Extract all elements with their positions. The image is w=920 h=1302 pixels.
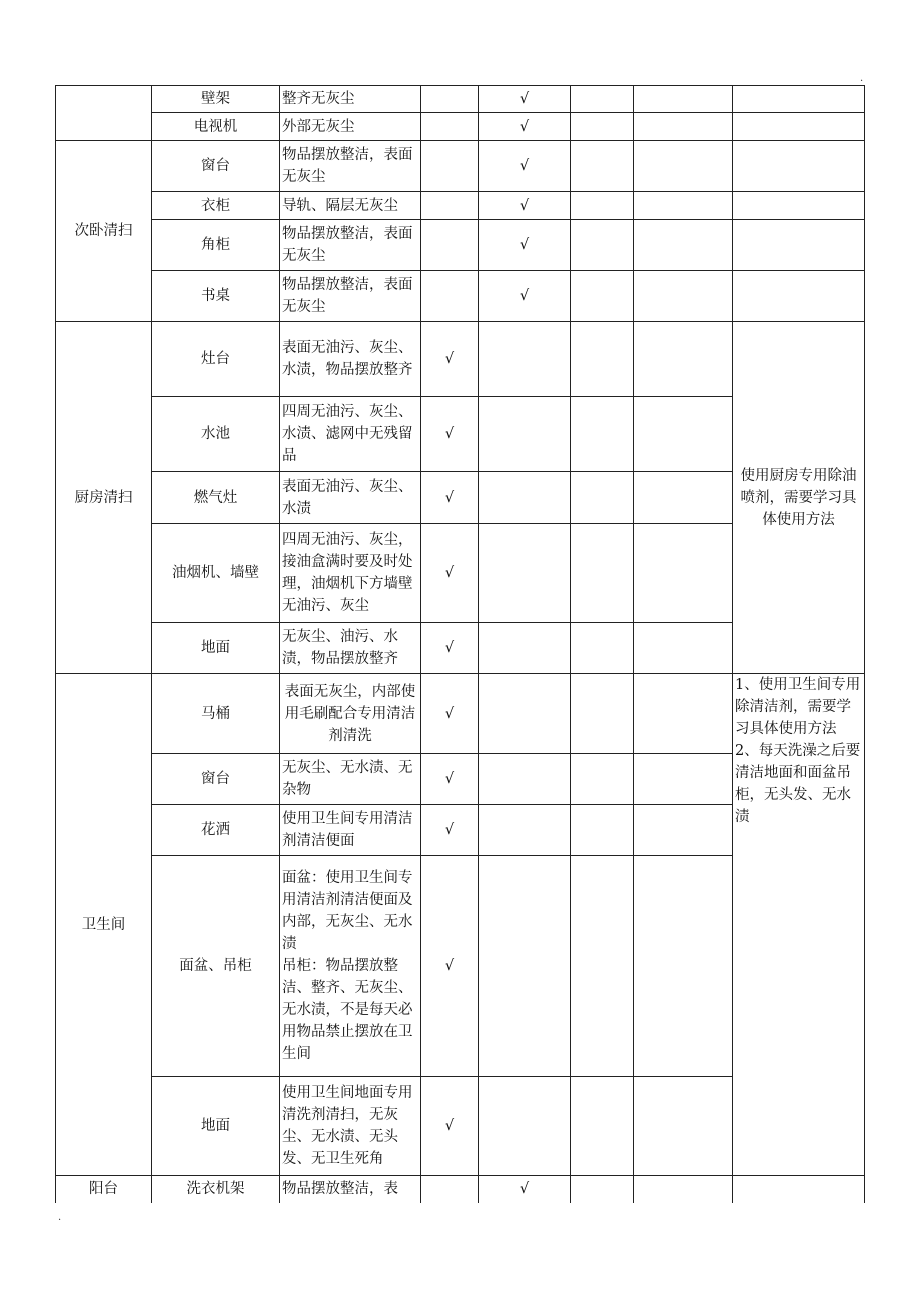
empty-cell [634,1176,733,1203]
empty-cell [571,1176,634,1203]
page-mark-bottom: . [58,1212,62,1223]
empty-cell [421,86,479,113]
table-row [56,1176,865,1203]
check-mark: √ [479,113,571,141]
note-cell [733,271,865,322]
empty-cell [634,322,733,397]
page-mark-top: . [860,73,864,84]
empty-cell [634,1077,733,1176]
empty-cell [571,524,634,623]
table-row [56,322,865,397]
item-cell: 马桶 [152,674,280,754]
empty-cell [479,674,571,754]
check-mark: √ [479,86,571,113]
standard-cell: 物品摆放整洁，表面无灰尘 [280,220,421,271]
area-cell-bathroom: 卫生间 [56,674,152,1176]
empty-cell [479,754,571,805]
item-cell: 衣柜 [152,192,280,220]
bathroom-note: 1、使用卫生间专用除清洁剂，需要学习具体使用方法 2、每天洗澡之后要清洁地面和面盆吊柜，无头发、无水渍 [733,674,865,1176]
standard-cell: 无灰尘、油污、水渍，物品摆放整齐 [280,623,421,674]
check-mark: √ [421,623,479,674]
note-cell [733,1176,865,1203]
standard-cell: 物品摆放整洁，表 [280,1176,421,1203]
empty-cell [571,1077,634,1176]
table-row [56,113,865,141]
empty-cell [634,674,733,754]
empty-cell [571,271,634,322]
empty-cell [479,524,571,623]
cleaning-schedule-table [55,85,865,1203]
empty-cell [421,220,479,271]
check-mark: √ [421,674,479,754]
standard-cell: 外部无灰尘 [280,113,421,141]
standard-cell: 表面无灰尘，内部使用毛刷配合专用清洁剂清洗 [280,674,421,754]
empty-cell [571,141,634,192]
standard-cell: 四周无油污、灰尘，接油盒满时要及时处理，油烟机下方墙壁无油污、灰尘 [280,524,421,623]
standard-cell: 使用卫生间专用清洁剂清洁便面 [280,805,421,856]
standard-cell: 导轨、隔层无灰尘 [280,192,421,220]
check-mark: √ [421,805,479,856]
check-mark: √ [421,1077,479,1176]
standard-cell: 表面无油污、灰尘、水渍 [280,472,421,524]
empty-cell [634,524,733,623]
standard-cell: 物品摆放整洁，表面无灰尘 [280,141,421,192]
check-mark: √ [479,192,571,220]
empty-cell [479,856,571,1077]
item-cell: 洗衣机架 [152,1176,280,1203]
standard-cell: 四周无油污、灰尘、水渍、滤网中无残留品 [280,397,421,472]
empty-cell [634,754,733,805]
empty-cell [421,271,479,322]
check-mark: √ [479,271,571,322]
empty-cell [421,1176,479,1203]
table-row [56,192,865,220]
standard-cell: 物品摆放整洁，表面无灰尘 [280,271,421,322]
empty-cell [479,623,571,674]
check-mark: √ [421,524,479,623]
standard-cell: 面盆：使用卫生间专用清洁剂清洁便面及内部，无灰尘、无水渍 吊柜：物品摆放整洁、整齐、无灰尘、无水渍，不是每天必用物品禁止摆放在卫生间 [280,856,421,1077]
item-cell: 角柜 [152,220,280,271]
empty-cell [571,113,634,141]
empty-cell [634,397,733,472]
item-cell: 电视机 [152,113,280,141]
check-mark: √ [421,472,479,524]
table-row [56,141,865,192]
empty-cell [421,113,479,141]
empty-cell [421,141,479,192]
empty-cell [479,472,571,524]
standard-cell: 表面无油污、灰尘、水渍，物品摆放整齐 [280,322,421,397]
note-cell [733,220,865,271]
empty-cell [634,856,733,1077]
empty-cell [634,623,733,674]
item-cell: 壁架 [152,86,280,113]
empty-cell [634,271,733,322]
empty-cell [571,805,634,856]
item-cell: 窗台 [152,754,280,805]
empty-cell [479,397,571,472]
empty-cell [634,805,733,856]
cleaning-schedule-table-wrap [55,85,864,1198]
empty-cell [479,322,571,397]
empty-cell [634,220,733,271]
empty-cell [571,86,634,113]
note-cell [733,192,865,220]
empty-cell [634,472,733,524]
empty-cell [571,754,634,805]
empty-cell [571,623,634,674]
item-cell: 油烟机、墙壁 [152,524,280,623]
area-cell-balcony: 阳台 [56,1176,152,1203]
empty-cell [634,141,733,192]
empty-cell [571,192,634,220]
item-cell: 水池 [152,397,280,472]
standard-cell: 无灰尘、无水渍、无杂物 [280,754,421,805]
check-mark: √ [479,1176,571,1203]
area-cell-kitchen: 厨房清扫 [56,322,152,674]
table-row [56,674,865,754]
check-mark: √ [479,141,571,192]
item-cell: 燃气灶 [152,472,280,524]
check-mark: √ [479,220,571,271]
note-cell [733,141,865,192]
check-mark: √ [421,856,479,1077]
table-row [56,271,865,322]
empty-cell [571,322,634,397]
note-cell [733,113,865,141]
empty-cell [571,397,634,472]
empty-cell [571,220,634,271]
note-cell [733,86,865,113]
empty-cell [421,192,479,220]
empty-cell [571,856,634,1077]
empty-cell [479,805,571,856]
empty-cell [634,113,733,141]
check-mark: √ [421,754,479,805]
standard-cell: 整齐无灰尘 [280,86,421,113]
area-cell-empty [56,86,152,141]
item-cell: 书桌 [152,271,280,322]
item-cell: 花洒 [152,805,280,856]
standard-cell: 使用卫生间地面专用清洗剂清扫，无灰尘、无水渍、无头发、无卫生死角 [280,1077,421,1176]
check-mark: √ [421,322,479,397]
item-cell: 窗台 [152,141,280,192]
item-cell: 地面 [152,1077,280,1176]
empty-cell [479,1077,571,1176]
item-cell: 灶台 [152,322,280,397]
empty-cell [571,674,634,754]
empty-cell [571,472,634,524]
item-cell: 面盆、吊柜 [152,856,280,1077]
empty-cell [634,86,733,113]
empty-cell [634,192,733,220]
table-row [56,220,865,271]
area-cell-second-bedroom: 次卧清扫 [56,141,152,322]
check-mark: √ [421,397,479,472]
item-cell: 地面 [152,623,280,674]
kitchen-note: 使用厨房专用除油喷剂，需要学习具体使用方法 [733,322,865,674]
table-row [56,86,865,113]
